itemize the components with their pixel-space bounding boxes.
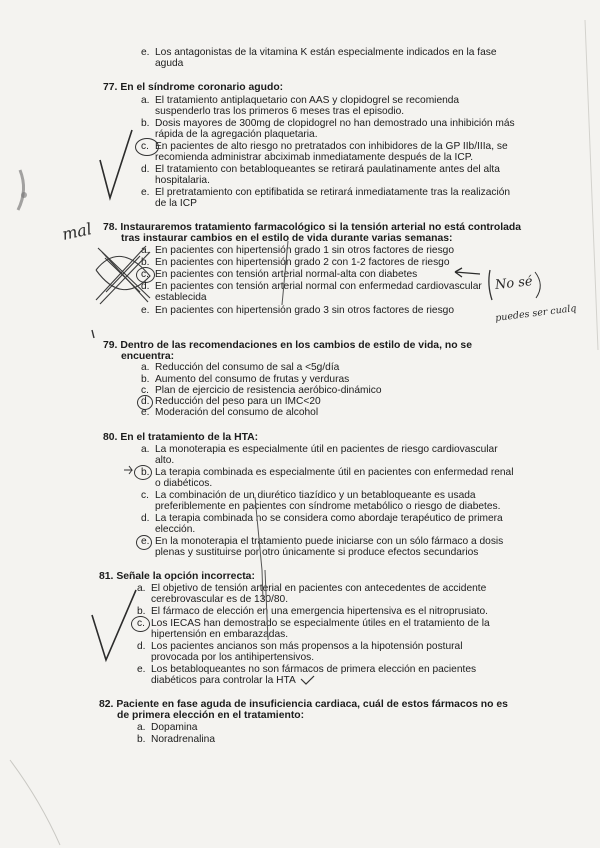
question-79-title: 79. Dentro de las recomendaciones en los cambios de estilo de vida, no se [103,340,472,351]
margin-line-icon [585,20,598,350]
question-77-title: 77. En el síndrome coronario agudo: [103,82,284,93]
smudge-dot-icon [21,192,27,198]
tick-mark-icon [92,330,94,338]
handwritten-no-se: No sé [494,274,534,293]
check-small-icon [301,676,314,684]
checkmark-icon [100,130,132,198]
arrow-left-icon [455,268,480,277]
vertical-stroke-icon [265,570,268,640]
exam-page: e. Los antagonistas de la vitamina K están especialmente indicados en la fase aguda 77. En el síndrome coronario agudo: a. El tratamiento antiplaquetario con AAS y clopidogrel se recomienda suspenderlo tras los primeros 6 meses tras el episodio. b. Dosis mayores de 300mg de clopidogrel no han demostrado una inhibición más rápida de la agregación plaquetaria. c. En pacientes de alto riesgo no pretratados con inhibidores de la GP IIb/IIIa, se recomienda administrar abciximab inmediatamente después de la ICP. d. El tratamiento con betabloqueantes se retirará paulatinamente antes del alta hospitalaria. e. El pretratamiento con eptifibatida se retirará inmediatamente tras la realización de la ICP 78. Instauraremos tratamiento farmacológico si la tensión arterial no está controlada tras instaurar cambios en el estilo de vida durante varias semanas: a. En pacientes con hipertensión grado 1 sin otros factores de riesgo b. En pacientes con hipertensión grado 2 con 1-2 factores de riesgo c. En pacientes con tensión arterial normal-alta con diabetes d. En pacientes con tensión arterial normal con enfermedad cardiovascular establecida e. En pacientes con hipertensión grado 3 sin otros factores de riesgo 79. Dentro de las recomendaciones en los cambios de estilo de vida, no se encuentra: a. Reducción del consumo de sal a <5g/día b. Aumento del consumo de frutas y verduras c. Plan de ejercicio de resistencia aeróbico-dinámico d. Reducción del peso para un IMC<20 e. Moderación del consumo de alcohol 80. En el tratamiento de la HTA: a. La monoterapia es especialmente útil en pacientes de riesgo cardiovascular alto. b. La terapia combinada es especialmente útil en pacientes con enfermedad renal o diabéticos. c. La combinación de un diurético tiazídico y un betabloqueante es usada preferiblemente en pacientes con síndrome metabólico o riesgo de diabetes. d. La terapia combinada no se considera como abordaje terapéutico de primera elección. e. En la monoterapia el tratamiento puede iniciarse con un sólo fármaco a dosis plenas y sustituirse por otro únicamente si produce efectos secundarios 81. Señale la opción incorrecta: a. El objetivo de tensión arterial en pacientes con antecedentes de accidente cerebrovascular es de 130/80. b. El fármaco de elección en una emergencia hipertensiva es el nitroprusiato. c. Los IECAS han demostrado se especialmente útiles en el tratamiento de la hipertensión en embarazadas. d. Los pacientes ancianos son más propensos a la hipotensión postural provocada por los antihipertensivos. e. Los betabloqueantes no son fármacos de primera elección en pacientes diabéticos para controlar la HTA 82. Paciente en fase aguda de insuficiencia cardiaca, cuál de estos fármacos no es de primera elección en el tratamiento: a. Dopamina b. Noradrenalina mal No sé puedes ser cualq [0,0,600,848]
question-78-title: 78. Instauraremos tratamiento farmacológico si la tensión arterial no está controlada [103,222,522,233]
vertical-stroke-icon [282,241,288,305]
question-80-title: 80. En el tratamiento de la HTA: [103,432,259,443]
question-79-title-cont: encuentra: [121,351,175,362]
smudge-icon [18,170,24,210]
handwritten-puedes-ser: puedes ser cualq [494,303,578,324]
question-82-title-cont: de primera elección en el tratamiento: [117,710,305,721]
bracket-right-icon [535,272,540,298]
handwritten-mal: mal [60,219,94,244]
arrow-right-icon [124,466,132,474]
option-text: Los antagonistas de la vitamina K están especialmente indicados en la fase [155,47,497,58]
question-78-title-cont: tras instaurar cambios en el estilo de vida durante varias semanas: [121,233,453,244]
vertical-stroke-icon [255,497,263,600]
checkmark-large-icon [92,590,136,660]
margin-line-icon [10,760,60,845]
scribble-icon [96,246,150,304]
bracket-icon [489,270,492,300]
question-82-title: 82. Paciente en fase aguda de insuficiencia cardiaca, cuál de estos fármacos no es [99,699,508,710]
question-81-title: 81. Señale la opción incorrecta: [99,571,255,582]
